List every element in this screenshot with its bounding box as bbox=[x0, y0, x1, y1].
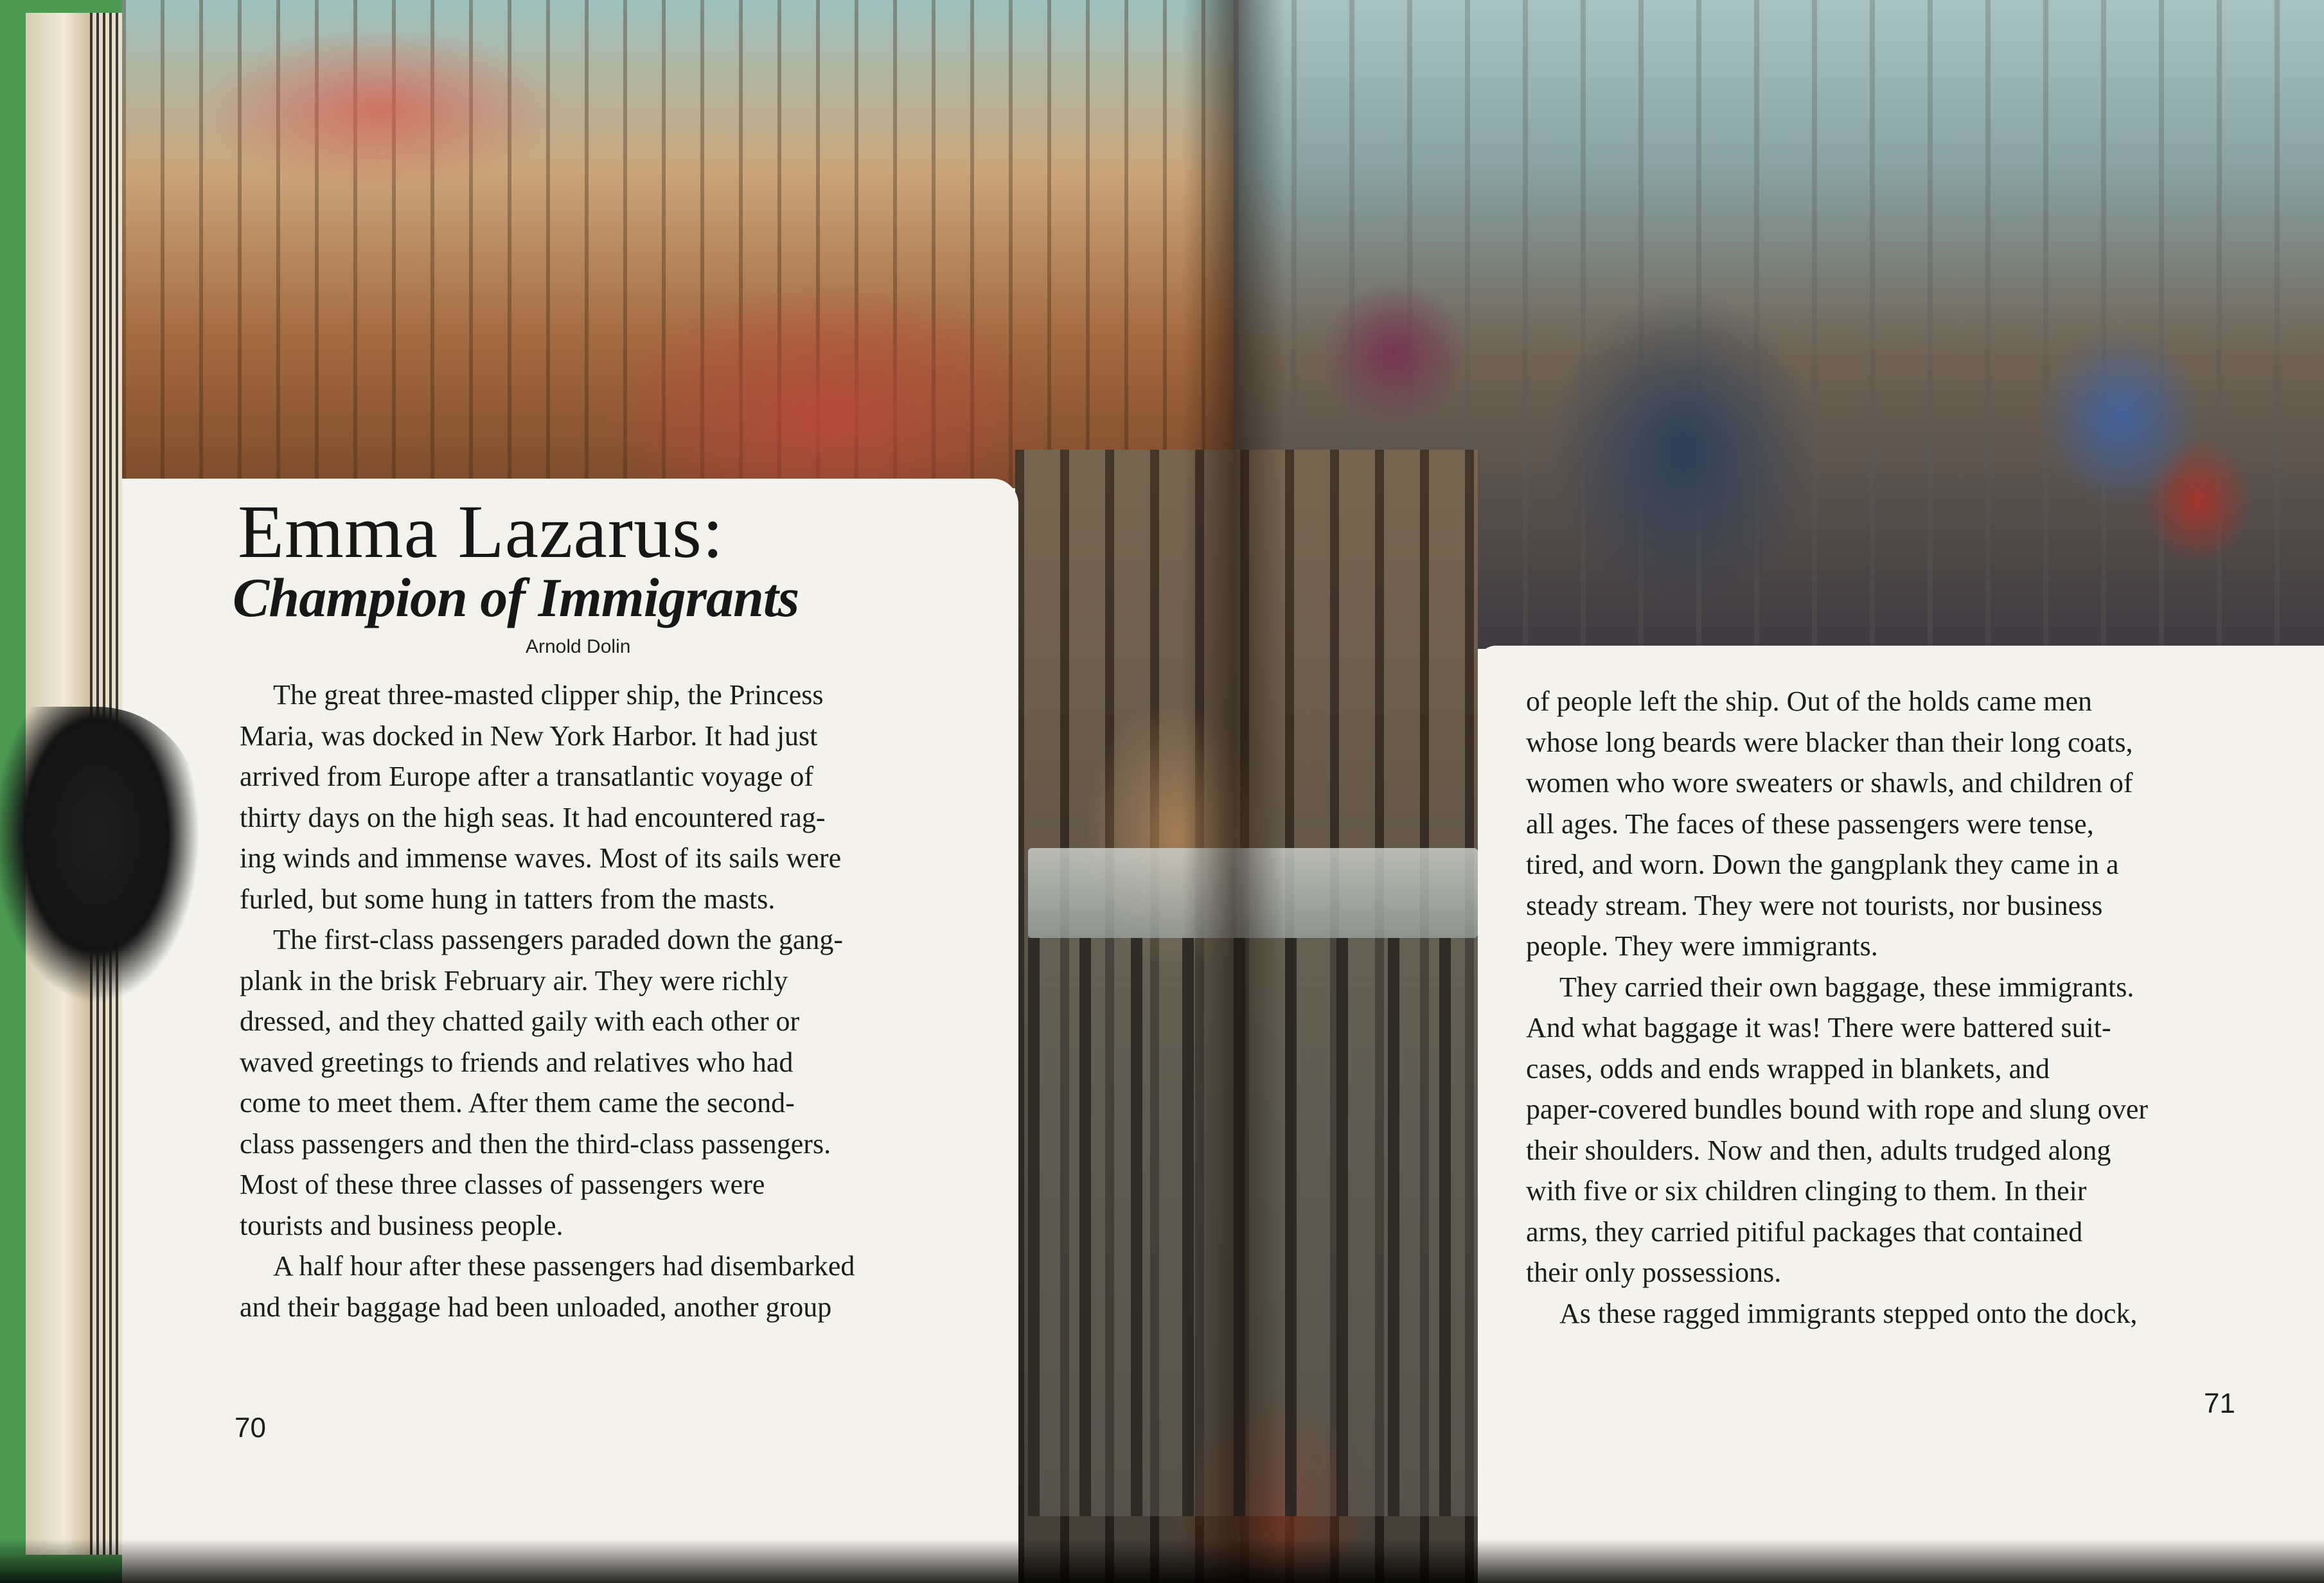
left-text-column bbox=[240, 675, 972, 1327]
paragraph bbox=[1526, 1293, 2265, 1334]
thumb-holding-page bbox=[0, 707, 199, 1066]
text-line: Most of these three classes of passengers were bbox=[240, 1169, 765, 1200]
text-line: The great three-masted clipper ship, the Princess bbox=[273, 679, 824, 711]
text-line: with five or six children clinging to them. In their bbox=[1526, 1175, 2087, 1207]
text-line: women who wore sweaters or shawls, and children of bbox=[1526, 767, 2133, 799]
text-line: all ages. The faces of these passengers were tense, bbox=[1526, 808, 2094, 840]
article-title: Emma Lazarus: bbox=[238, 490, 724, 574]
text-line: whose long beards were blacker than their long coats, bbox=[1526, 726, 2133, 758]
text-line: dressed, and they chatted gaily with each other or bbox=[240, 1005, 800, 1037]
text-line: arms, they carried pitiful packages that contained bbox=[1526, 1216, 2083, 1248]
article-author: Arnold Dolin bbox=[526, 636, 631, 657]
text-line: of people left the ship. Out of the holds came men bbox=[1526, 685, 2092, 717]
text-line: The first-class passengers paraded down the gang- bbox=[273, 924, 844, 955]
paragraph bbox=[240, 919, 972, 1246]
text-line: tourists and business people. bbox=[240, 1209, 563, 1241]
paragraph bbox=[240, 675, 972, 919]
text-line: As these ragged immigrants stepped onto the dock, bbox=[1559, 1297, 2138, 1329]
text-line: arrived from Europe after a transatlantic voyage of bbox=[240, 761, 814, 792]
page-number-right: 71 bbox=[2204, 1388, 2235, 1419]
text-line: Maria, was docked in New York Harbor. It had just bbox=[240, 720, 818, 752]
text-line: ing winds and immense waves. Most of its sails were bbox=[240, 842, 842, 874]
text-line: class passengers and then the third-class passengers. bbox=[240, 1128, 831, 1160]
text-line: tired, and worn. Down the gangplank they came in a bbox=[1526, 849, 2119, 880]
page-number-left: 70 bbox=[235, 1412, 266, 1444]
text-line: They carried their own baggage, these immigrants. bbox=[1559, 971, 2134, 1003]
text-line: waved greetings to friends and relatives who had bbox=[240, 1046, 794, 1078]
text-line: people. They were immigrants. bbox=[1526, 930, 1878, 962]
paragraph bbox=[240, 1246, 972, 1327]
illustration-ship-harbor bbox=[122, 0, 1234, 488]
text-line: A half hour after these passengers had disembarked bbox=[273, 1250, 855, 1282]
bottom-shadow bbox=[0, 1539, 2324, 1583]
book-gutter bbox=[1182, 0, 1285, 1583]
text-line: plank in the brisk February air. They were richly bbox=[240, 964, 788, 996]
text-line: come to meet them. After them came the second- bbox=[240, 1087, 795, 1119]
text-line: cases, odds and ends wrapped in blankets, and bbox=[1526, 1052, 2050, 1084]
right-text-column bbox=[1526, 681, 2265, 1334]
text-line: And what baggage it was! There were battered suit- bbox=[1526, 1012, 2111, 1043]
text-line: steady stream. They were not tourists, nor business bbox=[1526, 889, 2103, 921]
text-line: their shoulders. Now and then, adults trudged along bbox=[1526, 1134, 2111, 1166]
text-line: paper-covered bundles bound with rope and slung over bbox=[1526, 1093, 2149, 1125]
text-line: thirty days on the high seas. It had encountered rag- bbox=[240, 801, 826, 833]
paragraph bbox=[1526, 967, 2265, 1293]
text-line: and their baggage had been unloaded, another group bbox=[240, 1291, 832, 1323]
article-subtitle: Champion of Immigrants bbox=[233, 567, 799, 628]
paragraph bbox=[1526, 681, 2265, 967]
text-line: furled, but some hung in tatters from the masts. bbox=[240, 883, 776, 915]
text-line: their only possessions. bbox=[1526, 1257, 1782, 1288]
